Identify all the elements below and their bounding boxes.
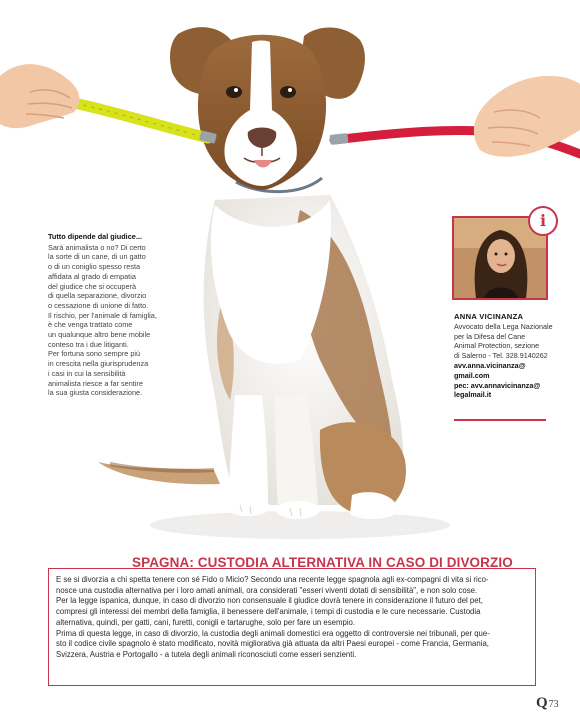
author-line: Avvocato della Lega Nazionale: [454, 321, 553, 331]
author-pec: pec: avv.annavicinanza@: [454, 380, 541, 390]
author-email: gmail.com: [454, 370, 490, 380]
dog-front-leg-left: [229, 395, 268, 509]
sidebar-line: in crescita nella giurisprudenza: [48, 359, 149, 369]
dog-eye-left: [226, 86, 242, 98]
dog-eye-right: [280, 86, 296, 98]
sidebar-line: la sorte di un cane, di un gatto: [48, 252, 146, 262]
sidebar-line: di quella separazione, divorzio: [48, 291, 147, 301]
author-line: per la Difesa del Cane: [454, 331, 526, 341]
sidebar-line: Il rischio, per l'animale di famiglia,: [48, 310, 157, 320]
page-number: [536, 694, 559, 710]
author-name: ANNA VICINANZA: [454, 312, 524, 321]
sidebar-line: la sua giusta considerazione.: [48, 388, 143, 398]
article-line: Per la legge ispanica, dunque, in caso di divorzio non consensuale il giudice dovrà tenere in considerazione il futuro del pet,: [56, 596, 483, 606]
author-line: Animal Protection, sezione: [454, 341, 540, 351]
info-icon: i: [528, 206, 558, 236]
sidebar-line: animalista riesce a far sentire: [48, 378, 143, 388]
sidebar-line: è che venga trattato come: [48, 320, 133, 330]
article-line: Prima di questa legge, in caso di divorzio, la custodia degli animali domestici era oggetto di controversie nei tribunali, per que-: [56, 628, 490, 638]
author-line: di Salerno - Tel. 328.9140262: [454, 351, 548, 361]
sidebar-line: un qualunque altro bene mobile: [48, 330, 151, 340]
sidebar-line: Per fortuna sono sempre più: [48, 349, 141, 359]
article-line: E se si divorzia a chi spetta tenere con sé Fido o Micio? Secondo una recente legge spagnola agli ex-compagni di vita si rico-: [56, 575, 489, 584]
sidebar-line: o di un coniglio spesso resta: [48, 262, 141, 272]
sidebar-line: i casi in cui la sensibilità: [48, 368, 126, 378]
dog-front-paw-right: [276, 501, 320, 519]
author-email: avv.anna.vicinanza@: [454, 360, 526, 370]
sidebar-left-text: [48, 232, 170, 398]
article-line: nosce una custodia alternativa per i loro amati animali, ora considerati "esseri viventi dotati di sensibilità", e non solo cose.: [56, 585, 478, 595]
sidebar-line: conteso tra i due litiganti.: [48, 339, 129, 349]
sidebar-line: affidata al grado di empatia: [48, 271, 136, 281]
article-line: compresi gli interessi dei membri della famiglia, il benessere dell'animale, i tempi di custodia e le cure necessarie. Custodia: [56, 607, 481, 617]
magazine-logo: Q: [536, 695, 548, 711]
author-pec: legalmail.it: [454, 390, 492, 400]
article-title: SPAGNA: CUSTODIA ALTERNATIVA IN CASO DI DIVORZIO: [132, 555, 513, 570]
sidebar-line: del giudice che si occuperà: [48, 281, 137, 291]
article-box: [48, 568, 536, 686]
sidebar-heading: Tutto dipende dal giudice...: [48, 232, 142, 241]
page-number-value: 73: [548, 699, 559, 710]
dog-front-paw-left: [226, 498, 270, 516]
article-line: Svizzera, Austria e Portogallo - a tutela degli animali riconosciuti come esseri senzienti.: [56, 649, 357, 659]
sidebar-line: Sarà animalista o no? Di certo: [48, 242, 146, 252]
article-line: alternativa, quindi, per gatti, cani, furetti, conigli e tartarughe, solo per fare un esempio.: [56, 617, 356, 627]
article-line: sto il codice civile spagnolo è stato modificato, novità migliorativa già attuata da altri Paesi europei - come Francia, Germania,: [56, 639, 489, 649]
author-info: [454, 312, 556, 400]
author-divider: [454, 419, 546, 421]
sidebar-line: o cessazione di unione di fatto.: [48, 300, 149, 310]
